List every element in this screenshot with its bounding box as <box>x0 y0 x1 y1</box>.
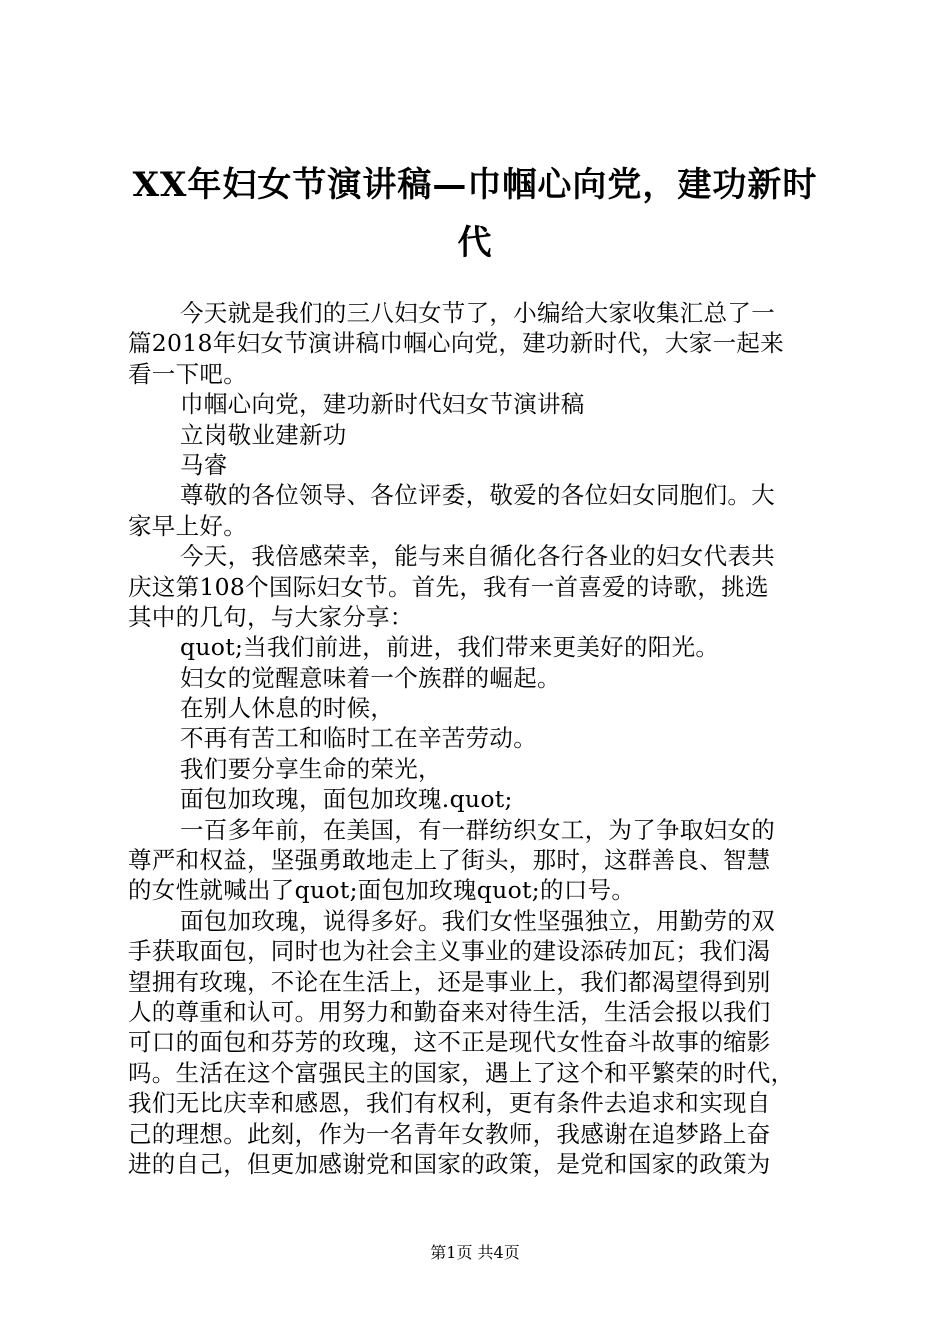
body-line: 一百多年前，在美国，有一群纺织女工，为了争取妇女的 <box>180 815 775 844</box>
body-line: 家早上好。 <box>128 511 247 540</box>
document-title-line-2: 代 <box>457 223 493 263</box>
body-line: 马睿 <box>180 450 228 479</box>
body-line: 我们无比庆幸和感恩，我们有权利，更有条件去追求和实现自 <box>128 1089 771 1118</box>
body-line: 其中的几句，与大家分享： <box>128 602 414 631</box>
body-line: 进的自己，但更加感谢党和国家的政策，是党和国家的政策为 <box>128 1149 771 1178</box>
body-line: 篇2018年妇女节演讲稿巾帼心向党，建功新时代，大家一起来 <box>128 329 785 358</box>
body-line: 看一下吧。 <box>128 359 247 388</box>
body-line: 面包加玫瑰，面包加玫瑰.quot; <box>180 785 513 814</box>
body-line: 不再有苦工和临时工在辛苦劳动。 <box>180 724 537 753</box>
body-line: 手获取面包，同时也为社会主义事业的建设添砖加瓦；我们渴 <box>128 937 771 966</box>
document-body <box>128 298 828 1179</box>
body-line: 人的尊重和认可。用努力和勤奋来对待生活，生活会报以我们 <box>128 997 771 1026</box>
body-line: 吗。生活在这个富强民主的国家，遇上了这个和平繁荣的时代， <box>128 1058 795 1087</box>
body-line: 可口的面包和芬芳的玫瑰，这不正是现代女性奋斗故事的缩影 <box>128 1028 771 1057</box>
body-line: 今天就是我们的三八妇女节了，小编给大家收集汇总了一 <box>180 299 775 327</box>
page-number-footer: 第1页 共4页 <box>430 1243 520 1262</box>
body-line: 望拥有玫瑰，不论在生活上，还是事业上，我们都渴望得到别 <box>128 967 771 996</box>
body-line: 我们要分享生命的荣光， <box>180 754 442 783</box>
body-line: 巾帼心向党，建功新时代妇女节演讲稿 <box>180 390 585 419</box>
body-line: 立岗敬业建新功 <box>180 420 347 449</box>
body-line: quot;当我们前进，前进，我们带来更美好的阳光。 <box>180 633 720 662</box>
body-line: 妇女的觉醒意味着一个族群的崛起。 <box>180 663 561 692</box>
body-line: 庆这第108个国际妇女节。首先，我有一首喜爱的诗歌，挑选 <box>128 572 769 601</box>
body-line: 在别人休息的时候， <box>180 694 395 723</box>
body-line: 面包加玫瑰，说得多好。我们女性坚强独立，用勤劳的双 <box>180 906 775 935</box>
body-line: 今天，我倍感荣幸，能与来自循化各行各业的妇女代表共 <box>180 542 775 571</box>
body-line: 尊严和权益，坚强勇敢地走上了街头，那时，这群善良、智慧 <box>128 846 771 875</box>
body-line: 尊敬的各位领导、各位评委，敬爱的各位妇女同胞们。大 <box>180 481 775 510</box>
document-title-line-1: XX年妇女节演讲稿—巾帼心向党，建功新时 <box>132 165 818 205</box>
body-line: 的女性就喊出了quot;面包加玫瑰quot;的口号。 <box>128 876 636 905</box>
body-line: 己的理想。此刻，作为一名青年女教师，我感谢在追梦路上奋 <box>128 1119 771 1148</box>
